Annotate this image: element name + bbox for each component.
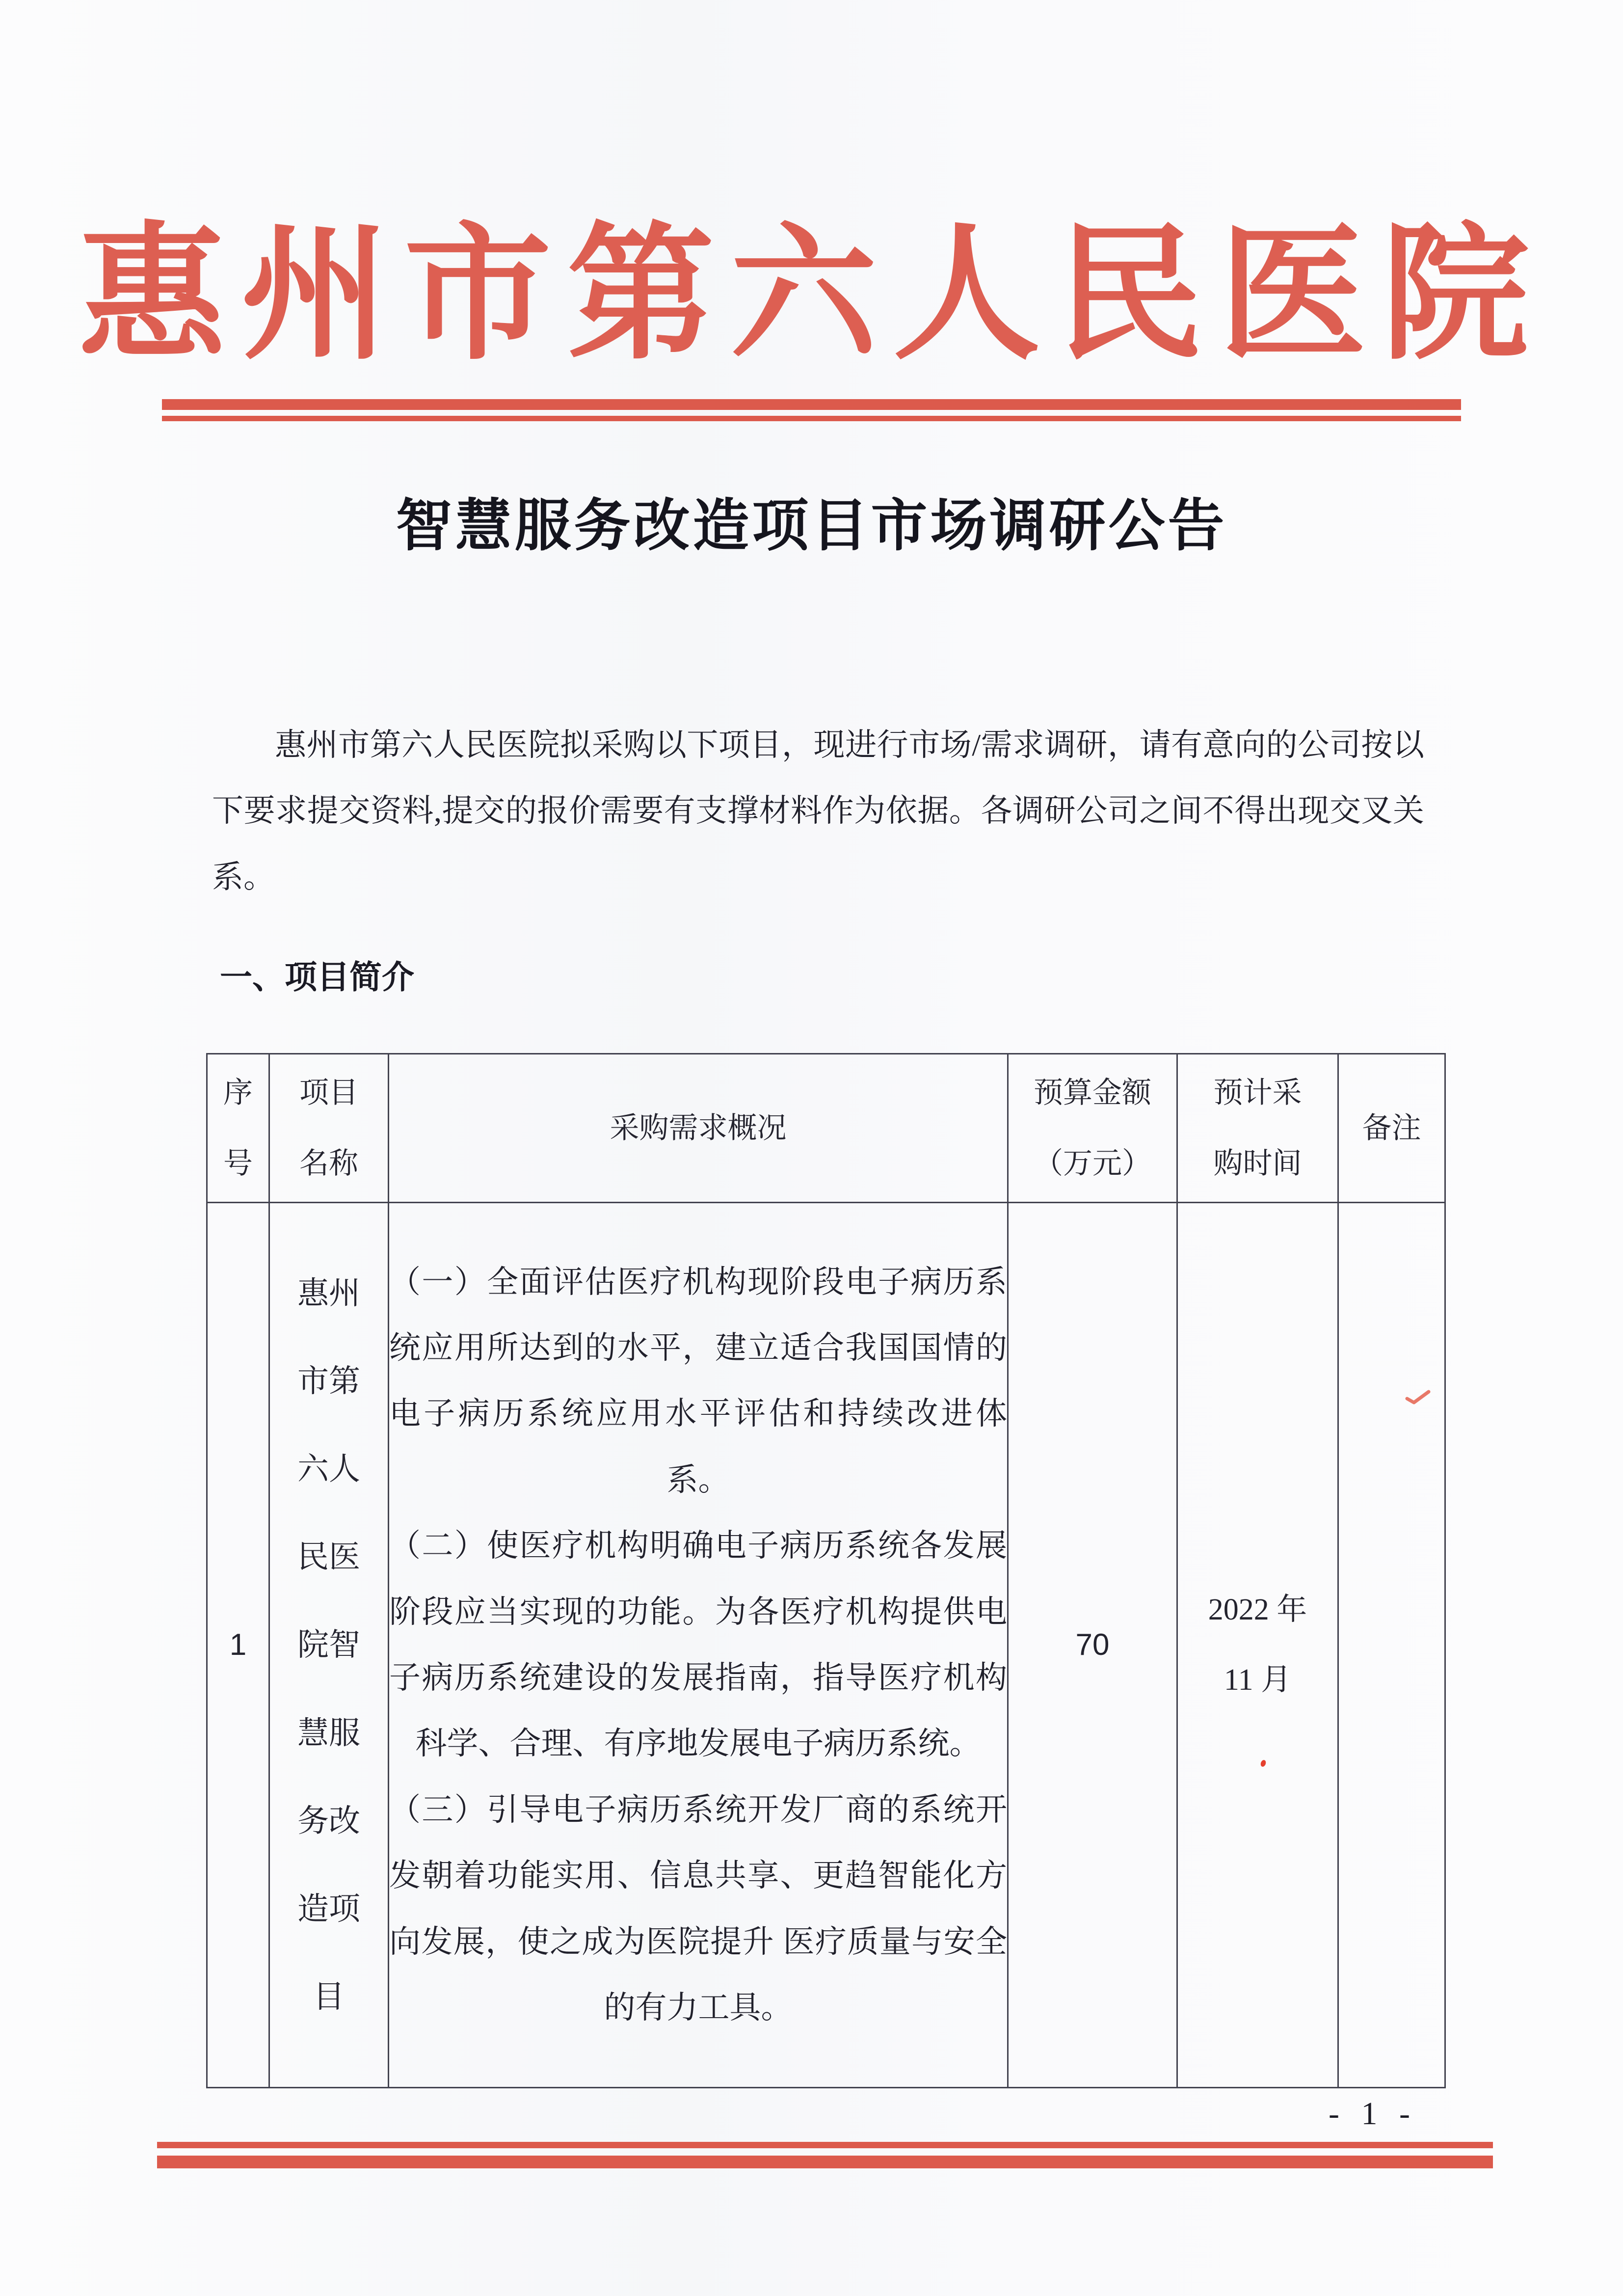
col-header-project-name-line1: 项目 <box>299 1076 358 1109</box>
project-name-vertical-text <box>270 1249 388 2041</box>
col-header-seq-line2: 号 <box>223 1147 253 1180</box>
col-header-time <box>1177 1053 1338 1202</box>
cell-time <box>1177 1202 1338 2087</box>
header-separator <box>162 399 1461 421</box>
col-header-budget <box>1008 1053 1177 1202</box>
table-row <box>207 1202 1445 2087</box>
project-name-line: 院智 <box>297 1627 360 1663</box>
page-number: - 1 - <box>1329 2095 1417 2132</box>
project-name-line: 六人 <box>297 1452 360 1486</box>
col-header-remark: 备注 <box>1338 1053 1445 1202</box>
col-header-project-name <box>269 1053 389 1202</box>
project-name-line: 惠州 <box>297 1275 360 1311</box>
cell-seq: 1 <box>207 1202 269 2087</box>
cell-budget: 70 <box>1008 1202 1177 2087</box>
scan-artifact-red-checkmark <box>1405 1389 1431 1405</box>
time-year: 2022 年 <box>1208 1593 1307 1627</box>
document-title: 智慧服务改造项目市场调研公告 <box>396 495 1227 557</box>
project-name-line: 慧服 <box>297 1715 360 1751</box>
project-name-line: 造项 <box>297 1891 360 1926</box>
col-header-seq-line1: 序 <box>223 1076 253 1109</box>
col-header-budget-line2: （万元） <box>1034 1147 1151 1180</box>
header-separator-thin-line <box>162 416 1461 421</box>
requirement-paragraph: （一）全面评估医疗机构现阶段电子病历系统应用所达到的水平，建立适合我国国情的电子病历系统应用水平评估和持续改进体系。 <box>389 1264 1007 1497</box>
footer-separator-thin-line <box>157 2142 1493 2148</box>
col-header-time-line2: 购时间 <box>1213 1147 1302 1180</box>
requirement-paragraph: （二）使医疗机构明确电子病历系统各发展阶段应当实现的功能。为各医疗机构提供电子病历系统建设的发展指南，指导医疗机构科学、合理、有序地发展电子病历系统。 <box>389 1528 1007 1761</box>
scan-artifact-red-dot <box>1260 1759 1267 1768</box>
hospital-letterhead: 惠州市第六人民医院 <box>78 214 1545 377</box>
intro-paragraph: 惠州市第六人民医院拟采购以下项目，现进行市场/需求调研，请有意向的公司按以下要求提交资料,提交的报价需要有支撑材料作为依据。各调研公司之间不得出现交叉关系。 <box>212 728 1424 894</box>
project-name-line: 目 <box>313 1979 345 2015</box>
requirement-paragraph: （三）引导电子病历系统开发厂商的系统开发朝着功能实用、信息共享、更趋智能化方向发展，使之成为医院提升 医疗质量与安全的有力工具。 <box>389 1792 1007 2025</box>
footer-separator-thick-line <box>157 2156 1493 2168</box>
cell-requirements <box>389 1202 1008 2087</box>
section-heading: 一、项目简介 <box>220 960 414 996</box>
cell-remark <box>1338 1202 1445 2087</box>
requirements-text <box>389 1249 1007 2041</box>
project-name-line: 务改 <box>297 1803 360 1838</box>
project-name-line: 民医 <box>297 1540 360 1575</box>
table-header-row <box>207 1053 1445 1202</box>
time-month: 11 月 <box>1224 1663 1292 1697</box>
project-name-line: 市第 <box>297 1363 360 1399</box>
col-header-time-line1: 预计采 <box>1213 1076 1302 1109</box>
cell-project-name <box>269 1202 389 2087</box>
col-header-project-name-line2: 名称 <box>299 1147 358 1180</box>
project-table <box>206 1053 1446 2088</box>
footer-separator <box>157 2142 1493 2168</box>
col-header-overview: 采购需求概况 <box>389 1053 1008 1202</box>
header-separator-thick-line <box>162 399 1461 410</box>
col-header-budget-line1: 预算金额 <box>1034 1076 1151 1109</box>
col-header-seq <box>207 1053 269 1202</box>
